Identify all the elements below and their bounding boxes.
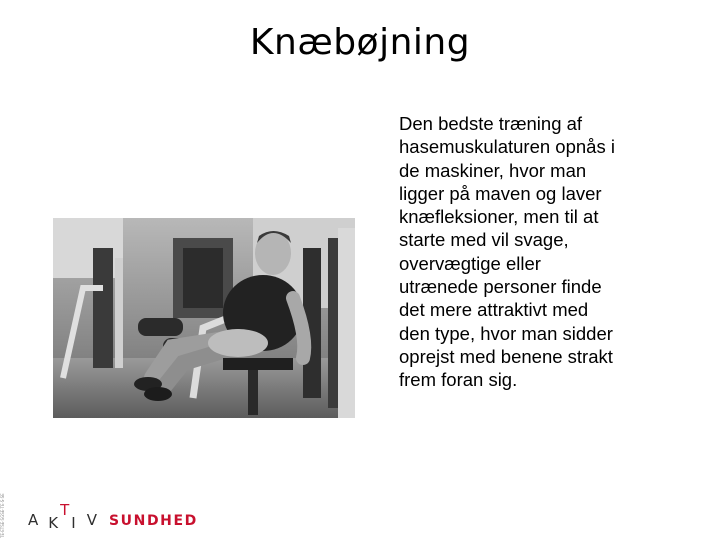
side-watermark: TE·ETSE·SGSE·TE·S·SE bbox=[0, 493, 5, 538]
logo-letter-k: K bbox=[48, 514, 60, 532]
body-paragraph bbox=[399, 112, 699, 392]
body-line: det mere attraktivt med bbox=[399, 299, 589, 321]
body-line: de maskiner, hvor man bbox=[399, 159, 587, 181]
body-line: ligger på maven og laver bbox=[399, 182, 602, 204]
logo-letter-i: I bbox=[71, 514, 77, 532]
logo-word-sundhed: SUNDHED bbox=[108, 513, 198, 529]
body-line: frem foran sig. bbox=[399, 369, 518, 391]
body-line: overvægtige eller bbox=[399, 252, 541, 274]
logo-letter-a: A bbox=[28, 511, 40, 529]
gym-photo bbox=[53, 218, 355, 418]
logo-letter-t: T bbox=[60, 501, 71, 519]
body-line: Den bedste træning af bbox=[399, 113, 583, 134]
body-line: den type, hvor man sidder bbox=[399, 322, 613, 344]
body-line: hasemuskulaturen opnås i bbox=[399, 136, 615, 158]
aktiv-sundhed-logo bbox=[28, 501, 198, 532]
body-line: utrænede personer finde bbox=[399, 276, 602, 298]
body-line: knæfleksioner, men til at bbox=[399, 206, 599, 228]
body-line: oprejst med benene strakt bbox=[399, 345, 613, 367]
gym-photo-image bbox=[53, 218, 355, 418]
logo-letter-v: V bbox=[86, 511, 98, 529]
slide-title: Knæbøjning bbox=[249, 22, 471, 63]
body-line: starte med vil svage, bbox=[399, 229, 569, 251]
